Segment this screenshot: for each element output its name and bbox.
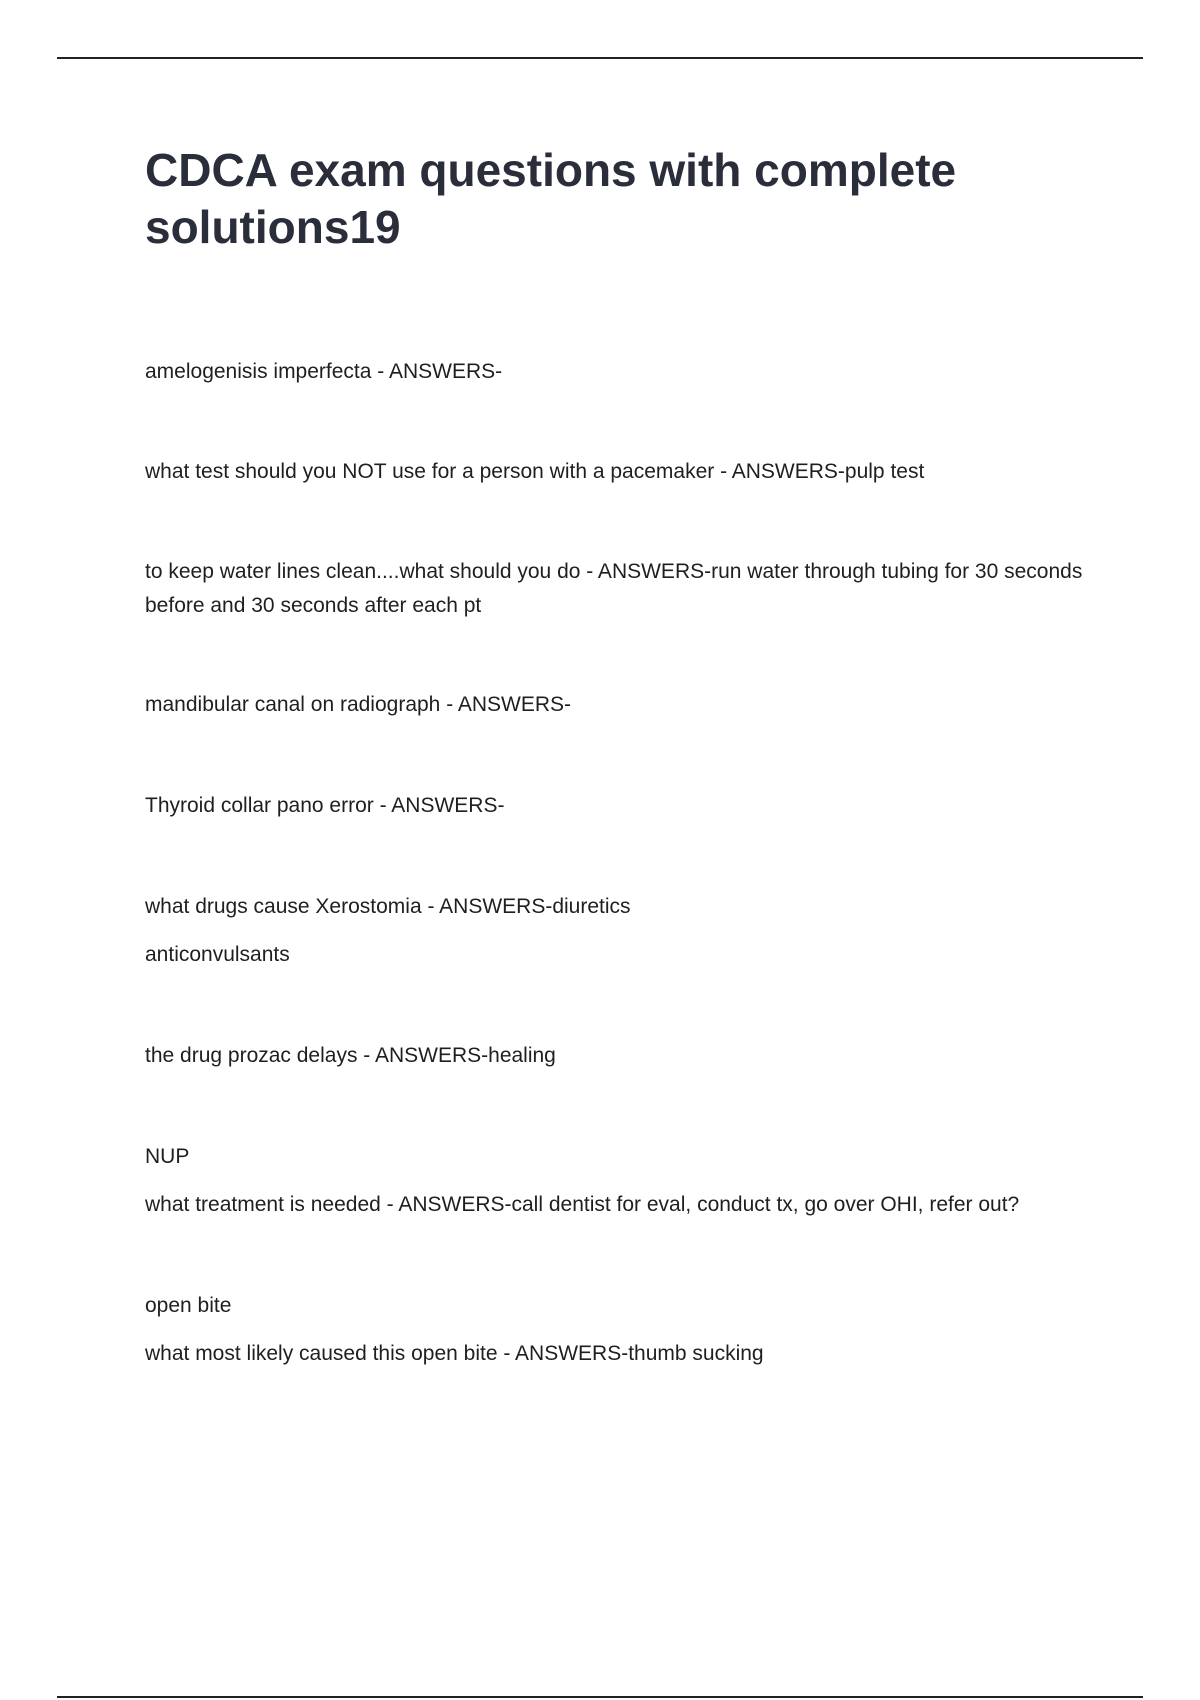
- qa-line: to keep water lines clean....what should you do - ANSWERS-run water through tubing for 30 seconds before and 30 seconds after each pt: [145, 560, 1083, 617]
- qa-entry-4: [145, 688, 1105, 722]
- qa-line: open bite: [145, 1294, 232, 1317]
- qa-line: what most likely caused this open bite - ANSWERS-thumb sucking: [145, 1342, 764, 1365]
- qa-line: amelogenisis imperfecta - ANSWERS-: [145, 360, 503, 383]
- qa-entry-9: [145, 1289, 1105, 1371]
- qa-entry-8: [145, 1140, 1105, 1222]
- qa-line: what drugs cause Xerostomia - ANSWERS-diuretics: [145, 895, 631, 918]
- top-rule: [57, 57, 1143, 59]
- qa-line: what treatment is needed - ANSWERS-call dentist for eval, conduct tx, go over OHI, refer out?: [145, 1193, 1020, 1216]
- qa-line: mandibular canal on radiograph - ANSWERS-: [145, 693, 572, 716]
- qa-line: what test should you NOT use for a person with a pacemaker - ANSWERS-pulp test: [145, 460, 925, 483]
- document-title: CDCA exam questions with complete solutions19: [145, 144, 957, 253]
- bottom-rule: [57, 1696, 1143, 1698]
- qa-line: anticonvulsants: [145, 943, 290, 966]
- qa-entry-5: [145, 789, 1105, 823]
- qa-entry-2: [145, 455, 1105, 489]
- qa-line: NUP: [145, 1145, 190, 1168]
- qa-entry-3: [145, 555, 1105, 623]
- qa-line: Thyroid collar pano error - ANSWERS-: [145, 794, 505, 817]
- qa-entry-7: [145, 1039, 1105, 1073]
- qa-entry-6: [145, 890, 1105, 972]
- qa-entry-1: [145, 355, 1105, 389]
- qa-line: the drug prozac delays - ANSWERS-healing: [145, 1044, 556, 1067]
